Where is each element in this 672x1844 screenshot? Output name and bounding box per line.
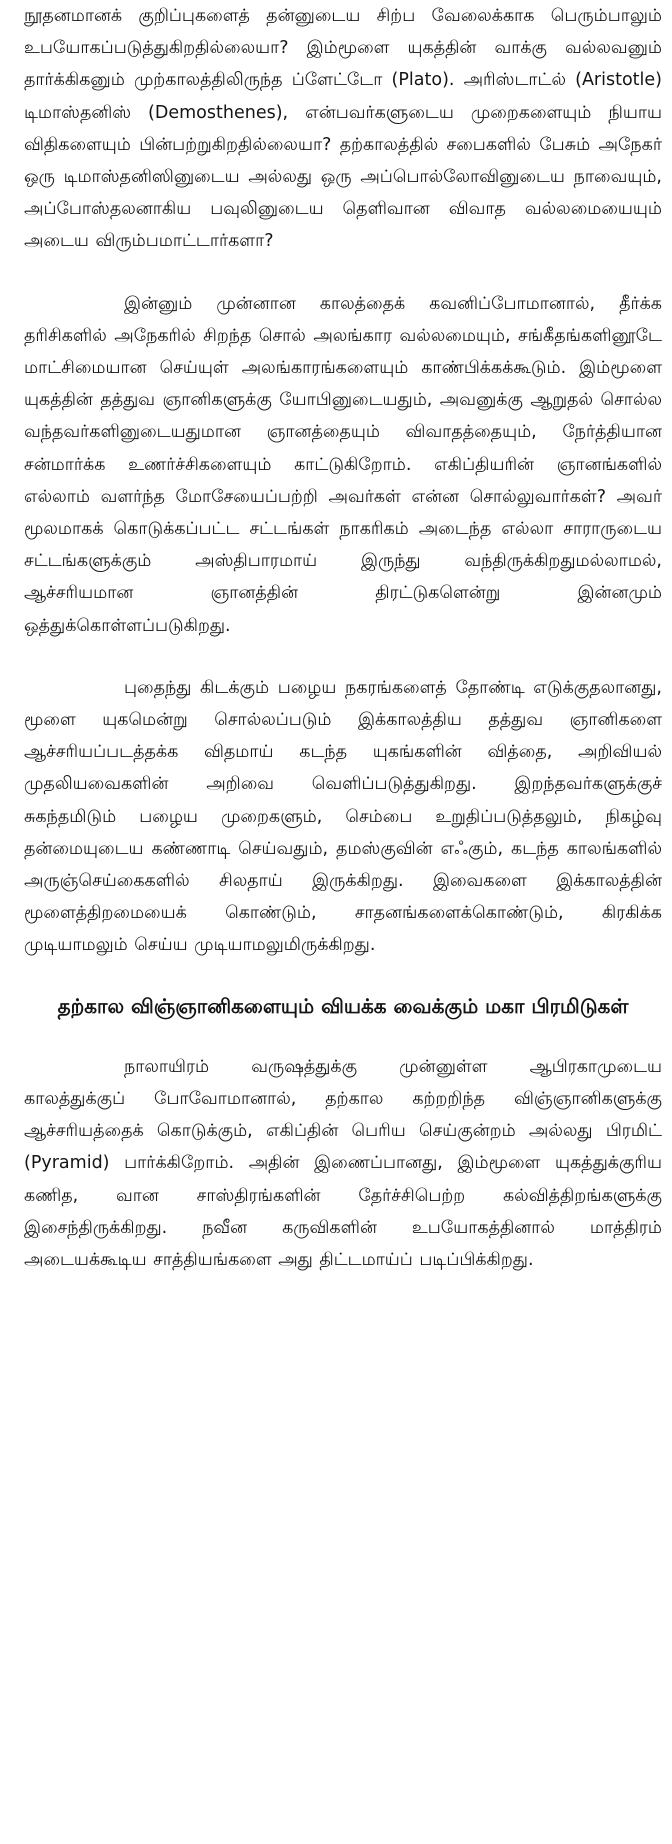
paragraph-1: நூதனமானக் குறிப்புகளைத் தன்னுடைய சிற்ப வேலைக்காக பெரும்பாலும் உபயோகப்படுத்துகிறதில்லையா? இம்மூளை யுகத்தின் வாக்கு வல்லவனும் தார்க்கிகனும் முற்காலத்திலிருந்த ப்ளேட்டோ (Plato). அரிஸ்டாட்ல் (Aristotle) டிமாஸ்தனிஸ் (Demosthenes), என்பவர்களுடைய முறைகளையும் நியாய விதிகளையும் பின்பற்றுகிறதில்லையா? தற்காலத்தில் சபைகளில் பேசும் அநேகர் ஒரு டிமாஸ்தனிஸினுடைய அல்லது ஒரு அப்பொல்லோவினுடைய நாவையும், அப்போஸ்தலனாகிய பவுலினுடைய தெளிவான விவாத வல்லமையையும் அடைய விரும்பமாட்டார்களா? <box>24 6 662 252</box>
paragraph-4: நாலாயிரம் வருஷத்துக்கு முன்னுள்ள ஆபிரகாமுடைய காலத்துக்குப் போவோமானால், தற்கால கற்றறிந்த விஞ்ஞானிகளுக்கு ஆச்சரியத்தைக் கொடுக்கும், எகிப்தின் பெரிய செய்குன்றம் அல்லது பிரமிட் (Pyramid) பார்க்கிறோம். அதின் இணைப்பானது, இம்மூளை யுகத்துக்குரிய கணித, வான சாஸ்திரங்களின் தேர்ச்சிபெற்ற கல்வித்திறங்களுக்கு இசைந்திருக்கிறது. நவீன கருவிகளின் உபயோகத்தினால் மாத்திரம் அடையக்கூடிய சாத்தியங்களை அது திட்டமாய்ப் படிப்பிக்கிறது. <box>24 1056 662 1270</box>
paragraph-3: புதைந்து கிடக்கும் பழைய நகரங்களைத் தோண்டி எடுக்குதலானது, மூளை யுகமென்று சொல்லப்படும் இக்காலத்திய தத்துவ ஞானிகளை ஆச்சரியப்படத்தக்க விதமாய் கடந்த யுகங்களின் வித்தை, அறிவியல் முதலியவைகளின் அறிவை வெளிப்படுத்துகிறது. இறந்தவர்களுக்குச் சுகந்தமிடும் பழைய முறைகளும், செம்பை உறுதிப்படுத்தலும், நிகழ்வு தன்மையுடைய கண்ணாடி செய்வதும், தமஸ்குவின் எஃகும், கடந்த காலங்களில் அருஞ்செய்கைகளில் சிலதாய் இருக்கிறது. இவைகளை இக்காலத்தின் மூளைத்திறமையைக் கொண்டும், சாதனங்களைக்கொண்டும், கிரகிக்க முடியாமலும் செய்ய முடியாமலுமிருக்கிறது. <box>24 677 662 956</box>
section-heading: தற்கால விஞ்ஞானிகளையும் வியக்க வைக்கும் மகா பிரமிடுகள் <box>57 993 629 1018</box>
paragraph-2: இன்னும் முன்னான காலத்தைக் கவனிப்போமானால், தீர்க்க தரிசிகளில் அநேகரில் சிறந்த சொல் அலங்கார வல்லமையும், சங்கீதங்களினூடே மாட்சிமையான செய்யுள் அலங்காரங்களையும் காண்பிக்கக்கூடும். இம்மூளை யுகத்தின் தத்துவ ஞானிகளுக்கு யோபினுடையதும், அவனுக்கு ஆறுதல் சொல்ல வந்தவர்களினுடையதுமான ஞானத்தையும் விவாதத்தையும், நேர்த்தியான சன்மார்க்க உணர்ச்சிகளையும் காட்டுகிறோம். எகிப்தியரின் ஞானங்களில் எல்லாம் வளர்ந்த மோசேயைப்பற்றி அவர்கள் என்ன சொல்லுவார்கள்? அவர் மூலமாகக் கொடுக்கப்பட்ட சட்டங்கள் நாகரிகம் அடைந்த எல்லா சாராருடைய சட்டங்களுக்கும் அஸ்திபாரமாய் இருந்து வந்திருக்கிறதுமல்லாமல், ஆச்சரியமான ஞானத்தின் திரட்டுகளென்று இன்னமும் ஒத்துக்கொள்ளப்படுகிறது. <box>24 293 662 636</box>
